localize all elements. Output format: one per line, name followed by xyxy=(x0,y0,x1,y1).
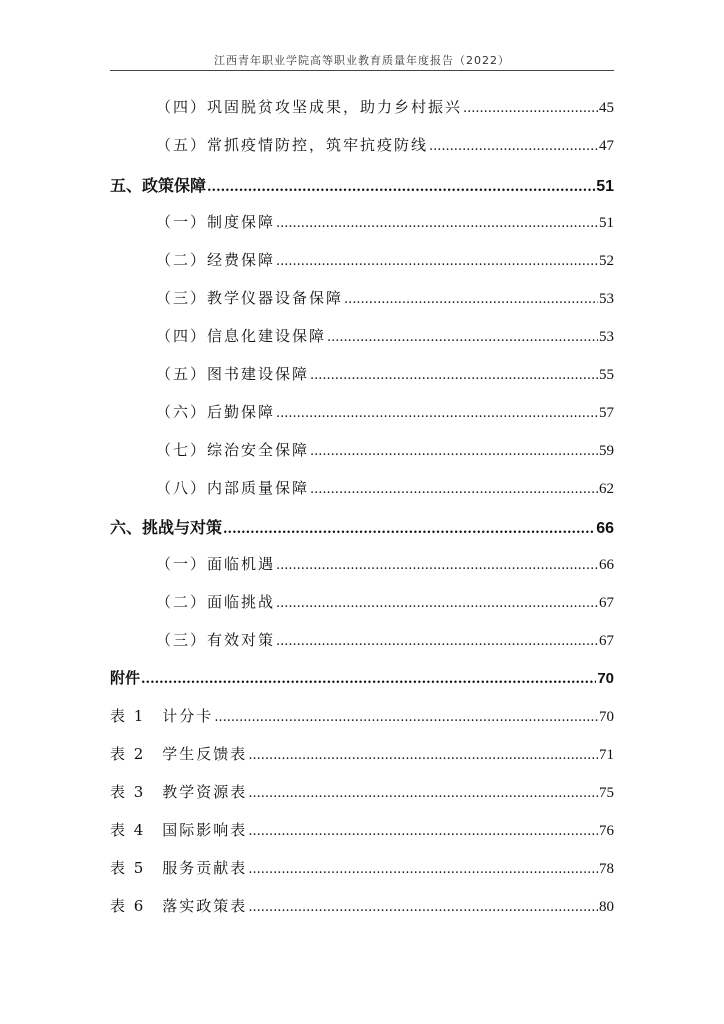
toc-entry-label: （四）信息化建设保障 xyxy=(156,327,327,345)
toc-section-heading[interactable] xyxy=(110,173,614,197)
toc-entry[interactable] xyxy=(156,439,614,463)
toc-entry-page: 67 xyxy=(599,633,614,649)
dot-leader xyxy=(276,596,598,611)
toc-entry[interactable] xyxy=(156,363,614,387)
toc-entry-label: 表 1 计分卡 xyxy=(110,707,214,725)
toc-entry-page: 66 xyxy=(599,557,614,573)
toc-entry-label: 表 5 服务贡献表 xyxy=(110,859,248,877)
toc-entry-page: 47 xyxy=(599,138,614,154)
toc-entry-page: 53 xyxy=(599,329,614,345)
toc-entry-page: 75 xyxy=(599,785,614,801)
dot-leader xyxy=(310,444,598,459)
toc-entry-page: 52 xyxy=(599,253,614,269)
toc-entry-label: 表 4 国际影响表 xyxy=(110,821,248,839)
toc-entry[interactable] xyxy=(156,629,614,653)
toc-entry-label: （八）内部质量保障 xyxy=(156,479,310,497)
toc-entry-page: 76 xyxy=(599,823,614,839)
dot-leader xyxy=(276,216,598,231)
toc-entry-page: 70 xyxy=(599,709,614,725)
toc-entry-label: （六）后勤保障 xyxy=(156,403,276,421)
dot-leader xyxy=(207,180,595,195)
toc-entry-page: 55 xyxy=(599,367,614,383)
toc-entry-label: 表 3 教学资源表 xyxy=(110,783,248,801)
page-header: 江西青年职业学院高等职业教育质量年度报告（2022） xyxy=(214,54,510,67)
toc-table-entry[interactable] xyxy=(110,895,614,919)
toc-entry-label: （七）综治安全保障 xyxy=(156,441,310,459)
toc-entry[interactable] xyxy=(156,211,614,235)
toc-entry[interactable] xyxy=(156,134,614,158)
dot-leader xyxy=(214,710,598,725)
toc-entry-label: （二）面临挑战 xyxy=(156,593,276,611)
dot-leader xyxy=(248,862,598,877)
toc-entry-page: 59 xyxy=(599,443,614,459)
toc-entry-label: （三）教学仪器设备保障 xyxy=(156,289,344,307)
toc-entry-page: 70 xyxy=(597,670,614,687)
toc-entry-page: 45 xyxy=(599,100,614,116)
toc-entry-page: 51 xyxy=(599,215,614,231)
dot-leader xyxy=(276,558,598,573)
toc-entry-page: 51 xyxy=(596,178,614,195)
dot-leader xyxy=(248,824,598,839)
header-divider xyxy=(110,70,614,71)
dot-leader xyxy=(327,330,598,345)
toc-entry[interactable] xyxy=(156,401,614,425)
dot-leader xyxy=(141,672,596,687)
toc-entry[interactable] xyxy=(156,249,614,273)
toc-entry[interactable] xyxy=(156,553,614,577)
toc-table-entry[interactable] xyxy=(110,857,614,881)
dot-leader xyxy=(429,139,598,154)
dot-leader xyxy=(223,522,595,537)
dot-leader xyxy=(248,900,598,915)
dot-leader xyxy=(344,292,598,307)
toc-entry-page: 80 xyxy=(599,899,614,915)
toc-entry-label: （四）巩固脱贫攻坚成果，助力乡村振兴 xyxy=(156,98,463,116)
toc-entry-label: 表 6 落实政策表 xyxy=(110,897,248,915)
toc-entry[interactable] xyxy=(156,591,614,615)
toc-entry-label: （三）有效对策 xyxy=(156,631,276,649)
dot-leader xyxy=(310,482,598,497)
toc-entry[interactable] xyxy=(156,325,614,349)
toc-entry-page: 78 xyxy=(599,861,614,877)
toc-entry[interactable] xyxy=(156,287,614,311)
toc-entry-label: （一）面临机遇 xyxy=(156,555,276,573)
toc-entry-page: 66 xyxy=(596,520,614,537)
toc-entry-label: 五、政策保障 xyxy=(110,176,207,195)
dot-leader xyxy=(276,254,598,269)
toc-entry-page: 62 xyxy=(599,481,614,497)
dot-leader xyxy=(276,634,598,649)
toc-entry-page: 53 xyxy=(599,291,614,307)
toc-table-entry[interactable] xyxy=(110,743,614,767)
toc-table-entry[interactable] xyxy=(110,781,614,805)
toc-entry-page: 71 xyxy=(599,747,614,763)
toc-entry[interactable] xyxy=(156,96,614,120)
toc-entry-label: （五）图书建设保障 xyxy=(156,365,310,383)
toc-entry[interactable] xyxy=(156,477,614,501)
toc-entry-label: 六、挑战与对策 xyxy=(110,518,223,537)
toc-table-entry[interactable] xyxy=(110,705,614,729)
toc-section-heading[interactable] xyxy=(110,515,614,539)
dot-leader xyxy=(248,786,598,801)
toc-entry-label: （二）经费保障 xyxy=(156,251,276,269)
dot-leader xyxy=(276,406,598,421)
toc-entry-label: （一）制度保障 xyxy=(156,213,276,231)
toc-table-entry[interactable] xyxy=(110,819,614,843)
dot-leader xyxy=(463,101,598,116)
toc-entry-page: 57 xyxy=(599,405,614,421)
dot-leader xyxy=(248,748,598,763)
toc-entry-label: 附件 xyxy=(110,669,141,687)
toc-entry-label: 表 2 学生反馈表 xyxy=(110,745,248,763)
toc-entry-label: （五）常抓疫情防控，筑牢抗疫防线 xyxy=(156,136,429,154)
toc-entry-page: 67 xyxy=(599,595,614,611)
toc-attachments-heading[interactable] xyxy=(110,667,614,691)
dot-leader xyxy=(310,368,598,383)
